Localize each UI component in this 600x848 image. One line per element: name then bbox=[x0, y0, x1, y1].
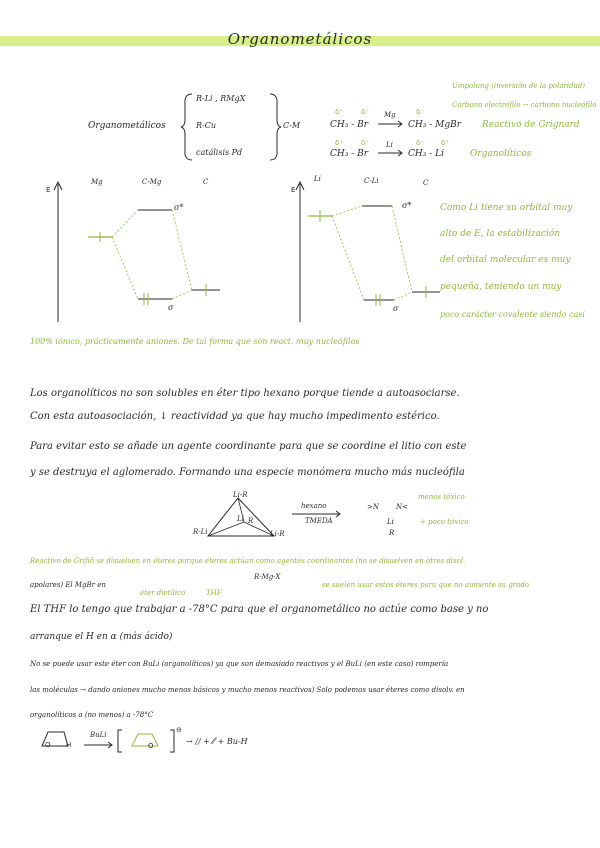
page-title: Organometálicos bbox=[227, 30, 373, 48]
right-brace-icon bbox=[266, 92, 282, 162]
li-sigma-star: σ* bbox=[402, 201, 412, 210]
grignard-note-1: Reactivo de Grifiñ se disuelven en éteres porque éteres actúan como agentes coordinantes (no se disuelven en otros disol. bbox=[30, 557, 466, 565]
li-charge-1: δ⁺ bbox=[335, 139, 343, 147]
grignard-product: CH₃ - MgBr bbox=[408, 120, 461, 130]
li-charge-3: δ⁻ bbox=[416, 139, 424, 147]
cluster-label-left: R-Li bbox=[193, 528, 208, 536]
amine-li: Li bbox=[387, 518, 394, 526]
axis-energy-li: E bbox=[291, 186, 296, 194]
brace-item-2: R-Cu bbox=[196, 121, 216, 130]
cluster-arrow-bottom: TMEDA bbox=[305, 517, 333, 525]
grignard-reactant: CH₃ - Br bbox=[330, 120, 369, 130]
reaction-atom-o2: O bbox=[148, 742, 154, 750]
li-note-end: 100% iónico, prácticamente aniones. De tal forma que son react. muy nucleófilos bbox=[30, 337, 360, 346]
axis-energy-mg: E bbox=[46, 186, 51, 194]
paragraph-line-3: Para evitar esto se añade un agente coordinante para que se coordine el litio con este bbox=[30, 441, 467, 452]
li-arrow-icon bbox=[378, 150, 404, 156]
cluster-label-right: Li-R bbox=[270, 530, 285, 538]
charge-2: δ⁻ bbox=[361, 108, 369, 116]
bond-label: C-M bbox=[283, 121, 301, 130]
grignard-arrow-icon bbox=[378, 121, 404, 127]
brace-item-3: catálisis Pd bbox=[196, 148, 243, 157]
li-note-line-3: del orbital molecular es muy bbox=[440, 255, 571, 265]
charge-1: δ⁺ bbox=[335, 108, 343, 116]
brace-item-1: R-Li , RMgX bbox=[196, 94, 246, 103]
polarity-note: Carbono electrófilo → carbono nucleófilo bbox=[452, 101, 597, 109]
amine-n-right: N< bbox=[396, 503, 408, 511]
reaction-reagent: BuLi bbox=[90, 731, 107, 739]
mg-label-carbon: C bbox=[203, 178, 209, 186]
thf-ring-icon bbox=[38, 726, 78, 752]
li-label-bond: C-Li bbox=[364, 177, 379, 185]
cluster-label-r: R bbox=[248, 517, 254, 525]
cluster-label-center: Li bbox=[237, 515, 244, 523]
thf-note-1: El THF lo tengo que trabajar a -78°C para que el organometálico no actúe como base y no bbox=[30, 604, 489, 615]
amine-n-left: >N bbox=[367, 503, 379, 511]
mg-complex-label: R-Mg-X bbox=[254, 573, 281, 581]
li-charge-2: δ⁻ bbox=[361, 139, 369, 147]
reaction-atom-h: H bbox=[66, 741, 72, 749]
intro-label: Organometálicos bbox=[88, 121, 166, 131]
grignard-label: Reactivo de Grignard bbox=[482, 120, 580, 130]
mg-sigma-star: σ* bbox=[174, 203, 184, 212]
amine-note-2: + poco tóxico bbox=[420, 518, 469, 526]
li-product: CH₃ - Li bbox=[408, 149, 444, 159]
buli-note-3: organolíticos a (no menos) a -78°C bbox=[30, 711, 154, 719]
left-brace-icon bbox=[180, 92, 196, 162]
paragraph-line-4: y se destruya el aglomerado. Formando una especie monómera mucho más nucleófila bbox=[30, 467, 465, 478]
mg-label-bond: C-Mg bbox=[142, 178, 162, 186]
li-note-line-1: Como Li tiene su orbital muy bbox=[440, 203, 573, 213]
charge-3: δ⁻ bbox=[416, 108, 424, 116]
amine-r: R bbox=[389, 529, 395, 537]
grignard-note-3: se suelen usar estos éteres para que no aumente su grado bbox=[322, 581, 530, 589]
li-label-carbon: C bbox=[423, 179, 429, 187]
li-reactant: CH₃ - Br bbox=[330, 149, 369, 159]
li-label: Organolíticos bbox=[470, 149, 532, 159]
li-note-line-2: alto de E, la estabilización bbox=[440, 229, 561, 239]
reaction-arrow-icon bbox=[84, 742, 114, 748]
mo-diagram-mg bbox=[40, 172, 240, 332]
li-note-line-4: pequeña, teniendo un muy bbox=[440, 282, 562, 292]
ether-diethyl-label: éter dietílico bbox=[140, 589, 186, 597]
cluster-arrow-top: hexano bbox=[301, 502, 327, 510]
amine-note-1: menos tóxico bbox=[418, 493, 465, 501]
umpolung-note: Umpolung (inversión de la polaridad) bbox=[452, 82, 585, 90]
reaction-products: → // + ⁄⁄ + Bu-H bbox=[186, 737, 248, 746]
li-sigma: σ bbox=[393, 304, 399, 313]
paragraph-line-2: Con esta autoasociación, ↓ reactividad ya que hay mucho impedimento estérico. bbox=[30, 411, 440, 422]
li-note-line-5: poco carácter covalente siendo casi bbox=[440, 310, 585, 319]
buli-note-2: las moléculas → dando aniones mucho menos básicos y mucho menos reactivos) Solo podemos usar éteres como disolv. en bbox=[30, 686, 465, 694]
mg-label-metal: Mg bbox=[91, 178, 103, 186]
grignard-note-2: apolares) El MgBr en bbox=[30, 581, 106, 589]
ether-thf-label: THF bbox=[206, 589, 222, 597]
thf-note-2: arranque el H en α (más ácido) bbox=[30, 632, 173, 642]
buli-note-1: No se puede usar este éter con BuLi (organolíticos) ya que son demasiado reactivos y el BuLi (en este caso) rompería bbox=[30, 660, 449, 668]
mg-sigma: σ bbox=[168, 303, 174, 312]
li-label-metal: Li bbox=[314, 175, 321, 183]
bracket-ring-icon bbox=[118, 728, 178, 754]
li-reagent: Li bbox=[386, 141, 393, 149]
paragraph-line-1: Los organolíticos no son solubles en éter tipo hexano porque tiende a autoasociarse. bbox=[30, 388, 460, 399]
reaction-atom-o: O bbox=[45, 741, 51, 749]
grignard-reagent: Mg bbox=[384, 111, 396, 119]
mo-diagram-li bbox=[284, 172, 454, 332]
cluster-label-top: Li-R bbox=[233, 491, 248, 499]
li-charge-4: δ⁺ bbox=[441, 139, 449, 147]
reaction-charge: ⊖ bbox=[176, 726, 182, 734]
